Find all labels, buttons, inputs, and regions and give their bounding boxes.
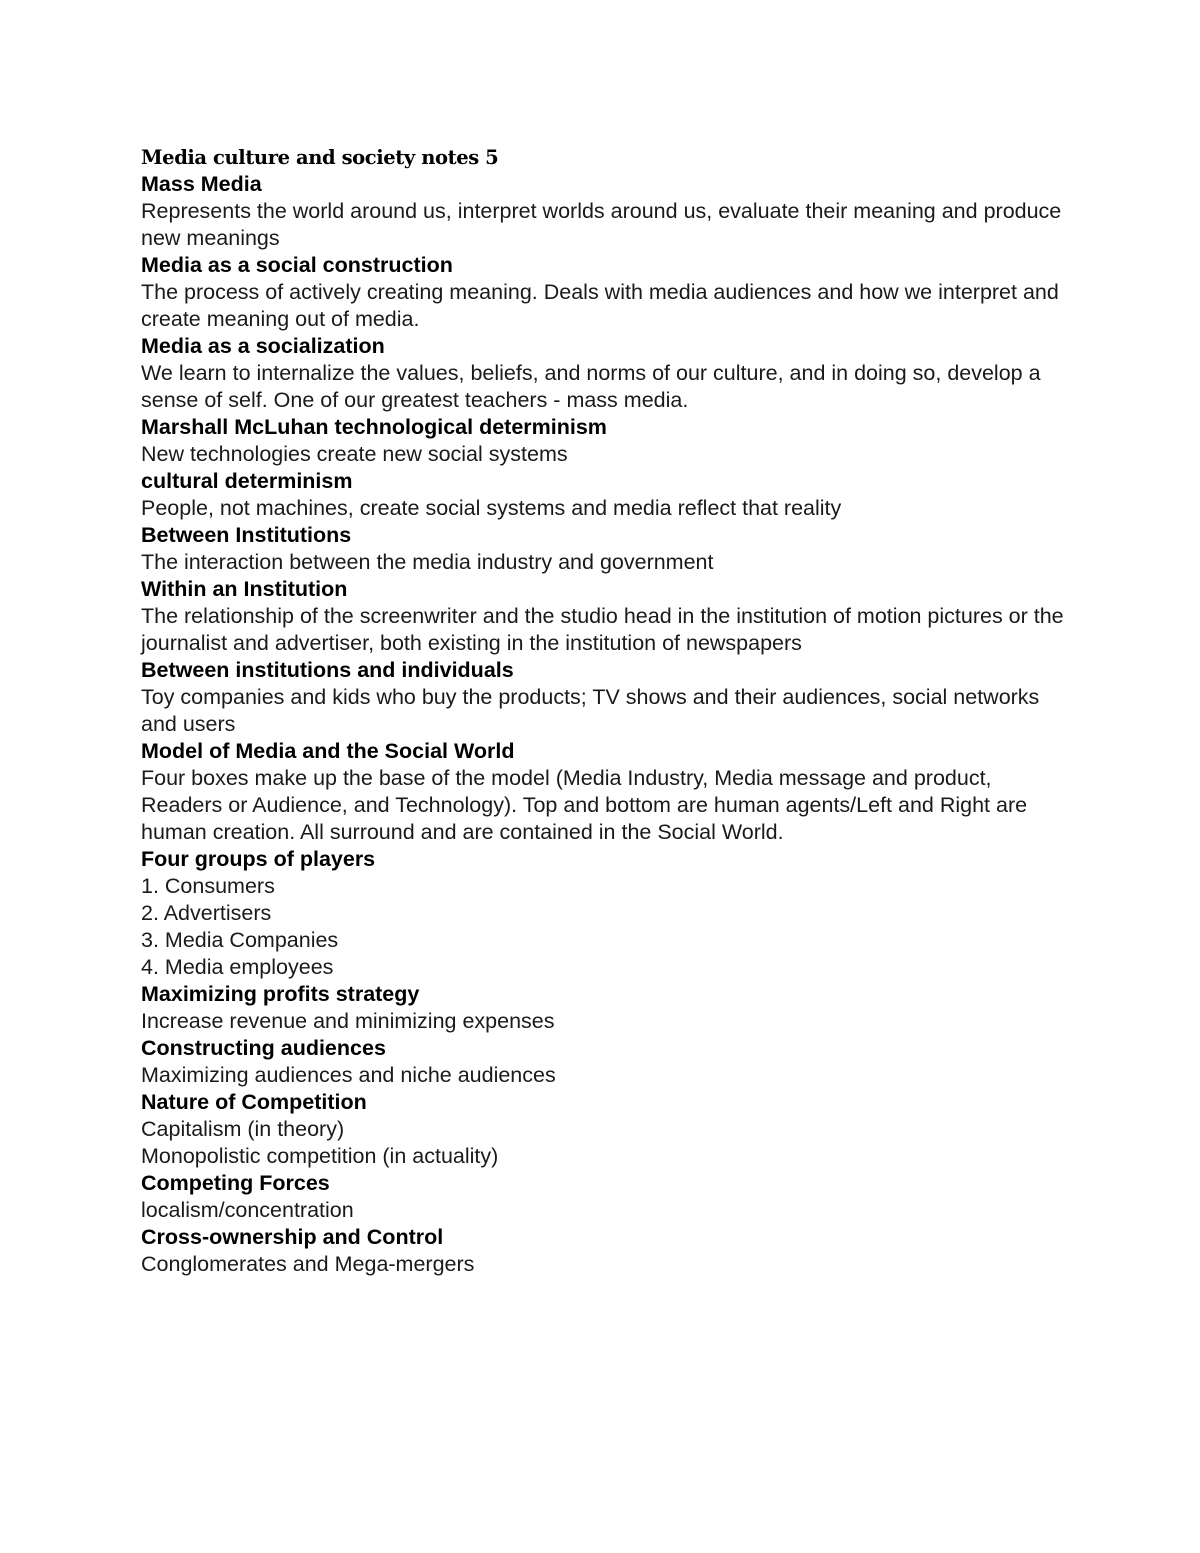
section-text: New technologies create new social systems: [141, 442, 568, 466]
section-heading: Within an Institution: [141, 577, 348, 601]
section-heading: Competing Forces: [141, 1171, 330, 1195]
section-text: 3. Media Companies: [141, 928, 339, 952]
section-text: We learn to internalize the values, beliefs, and norms of our culture, and in doing so, develop a sense of self. One of our greatest teachers - mass media.: [141, 361, 1041, 412]
section-heading: Model of Media and the Social World: [141, 739, 515, 763]
section-text: Monopolistic competition (in actuality): [141, 1144, 499, 1168]
section-text: The process of actively creating meaning. Deals with media audiences and how we interpret and create meaning out of media.: [141, 280, 1059, 331]
section-text: localism/concentration: [141, 1198, 354, 1222]
section-heading: Maximizing profits strategy: [141, 982, 420, 1006]
section-heading: Cross-ownership and Control: [141, 1225, 444, 1249]
section-heading: Mass Media: [141, 172, 262, 196]
section-heading: cultural determinism: [141, 469, 353, 493]
section-heading: Nature of Competition: [141, 1090, 367, 1114]
document-content: [141, 144, 1071, 1278]
section-text: 4. Media employees: [141, 955, 334, 979]
section-text: The interaction between the media industry and government: [141, 550, 714, 574]
section-text: Conglomerates and Mega-mergers: [141, 1252, 475, 1276]
section-text: People, not machines, create social systems and media reflect that reality: [141, 496, 842, 520]
section-text: Maximizing audiences and niche audiences: [141, 1063, 556, 1087]
section-text: 2. Advertisers: [141, 901, 272, 925]
section-text: 1. Consumers: [141, 874, 275, 898]
section-heading: Between Institutions: [141, 523, 352, 547]
section-heading: Marshall McLuhan technological determinism: [141, 415, 607, 439]
section-heading: Media as a socialization: [141, 334, 385, 358]
section-heading: Media as a social construction: [141, 253, 453, 277]
document-title: Media culture and society notes 5: [141, 146, 499, 169]
section-text: Increase revenue and minimizing expenses: [141, 1009, 555, 1033]
section-heading: Four groups of players: [141, 847, 376, 871]
section-heading: Between institutions and individuals: [141, 658, 514, 682]
section-text: Capitalism (in theory): [141, 1117, 345, 1141]
section-text: Toy companies and kids who buy the products; TV shows and their audiences, social networks and users: [141, 685, 1040, 736]
section-text: The relationship of the screenwriter and the studio head in the institution of motion pictures or the journalist and advertiser, both existing in the institution of newspapers: [141, 604, 1064, 655]
section-text: Represents the world around us, interpret worlds around us, evaluate their meaning and produce new meanings: [141, 199, 1062, 250]
section-heading: Constructing audiences: [141, 1036, 386, 1060]
notes-body: [141, 171, 1071, 1278]
section-text: Four boxes make up the base of the model (Media Industry, Media message and product, Readers or Audience, and Technology). Top and bottom are human agents/Left and Right are human creation. All surround and are contained in the Social World.: [141, 766, 1028, 844]
